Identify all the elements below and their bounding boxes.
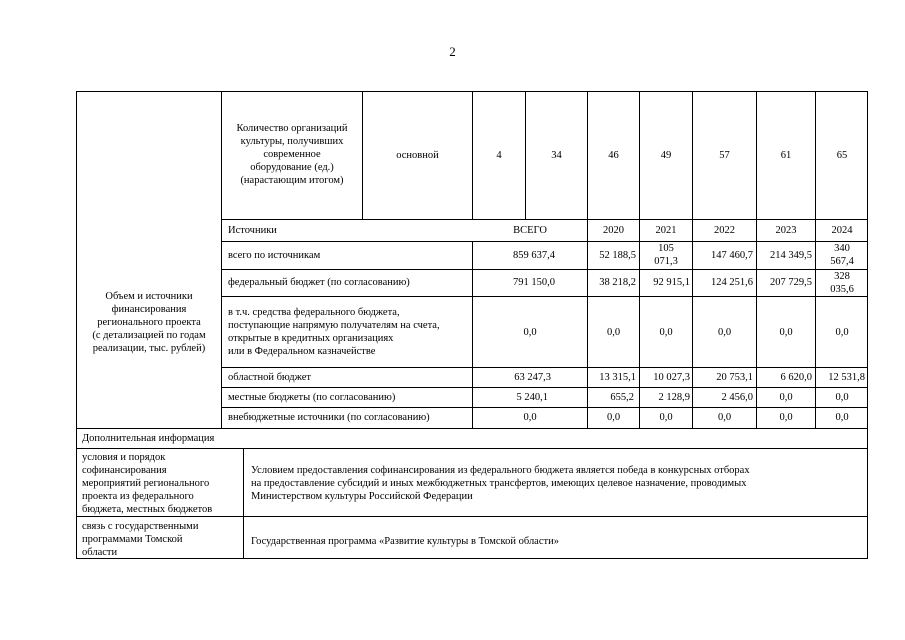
additional-info-title: Дополнительная информация [82,433,215,444]
source-value: 340 567,4 [830,243,854,267]
indicator-total: 34 [551,150,562,161]
indicator-value: 46 [608,150,619,161]
source-value: 92 915,1 [653,277,690,288]
source-total: 63 247,3 [514,372,551,383]
sources-header: Источники [228,225,277,236]
row-divider [221,367,868,368]
source-label: местные бюджеты (по согласованию) [228,392,396,403]
indicator-value: 49 [660,150,672,161]
source-value: 13 315,1 [599,372,636,383]
source-value: 10 027,3 [653,372,690,383]
source-value: 6 620,0 [780,372,812,383]
source-value: 0,0 [659,327,673,338]
indicator-value: 61 [780,150,792,161]
source-total: 0,0 [523,327,537,338]
row-divider [76,428,868,429]
programs-label: связь с государственными программами Томской области [82,521,199,558]
indicator-name: Количество организаций культуры, получивших современное оборудование (ед.) (нарастающим итогом) [236,123,348,186]
year-header: 2020 [603,225,624,236]
source-value: 0,0 [779,327,793,338]
source-value: 0,0 [835,392,849,403]
row-divider [221,241,868,242]
page-number: 2 [449,44,456,59]
year-header: 2023 [775,225,797,236]
row-divider [76,448,868,449]
row-divider [221,296,868,297]
source-value: 38 218,2 [599,277,636,288]
col-divider [243,448,244,559]
indicator-value: 57 [719,150,730,161]
source-value: 0,0 [835,327,849,338]
row-divider [221,269,868,270]
source-value: 214 349,5 [770,250,812,261]
source-value: 2 128,9 [658,392,690,403]
indicator-type: основной [396,150,439,161]
source-label: в т.ч. средства федерального бюджета, поступающие напрямую получателям на счета, открытые в кредитных организациях или в Федеральном казначействе [228,307,440,357]
source-value: 328 035,6 [830,271,854,295]
source-value: 0,0 [659,412,673,423]
year-header: 2024 [831,225,853,236]
row-divider [221,407,868,408]
source-value: 52 188,5 [599,250,636,261]
source-total: 5 240,1 [516,392,548,403]
source-value: 0,0 [606,412,621,423]
conditions-label: условия и порядок софинансирования мероприятий регионального проекта из федерального бюджета, местных бюджетов [82,452,213,515]
source-total: 0,0 [523,412,537,423]
source-value: 124 251,6 [711,277,753,288]
source-value: 0,0 [835,412,849,423]
source-value: 0,0 [779,392,793,403]
row-divider [221,219,868,220]
total-header: ВСЕГО [513,225,547,236]
source-value: 2 456,0 [721,392,753,403]
source-value: 0,0 [606,327,621,338]
source-value: 12 531,8 [828,372,865,383]
source-total: 859 637,4 [513,250,555,261]
programs-text: Государственная программа «Развитие культуры в Томской области» [251,536,559,547]
source-value: 0,0 [717,327,732,338]
row-divider [76,516,868,517]
source-value: 0,0 [717,412,732,423]
conditions-text: Условием предоставления софинансирования из федерального бюджета является победа в конкурсных отборах на предоставление субсидий и иных межбюджетных трансфертов, имеющих целевое назначение, проводимых Министерством культуры Российской Федерации [251,465,750,502]
source-value: 20 753,1 [716,372,753,383]
source-label: всего по источникам [228,250,321,261]
source-label: областной бюджет [228,372,311,383]
indicator-value: 65 [836,150,848,161]
source-label: федеральный бюджет (по согласованию) [228,277,410,288]
indicator-base-value: 4 [496,150,502,161]
year-header: 2022 [714,225,735,236]
row-divider [221,387,868,388]
source-value: 0,0 [779,412,793,423]
financing-label: Объем и источники финансирования регионального проекта (с детализацией по годам реализации, тыс. рублей) [92,291,206,354]
source-value: 105 071,3 [654,243,678,267]
source-value: 147 460,7 [711,250,753,261]
source-label: внебюджетные источники (по согласованию) [228,412,430,423]
year-header: 2021 [655,225,677,236]
source-value: 207 729,5 [770,277,812,288]
source-total: 791 150,0 [513,277,555,288]
source-value: 655,2 [610,392,634,403]
